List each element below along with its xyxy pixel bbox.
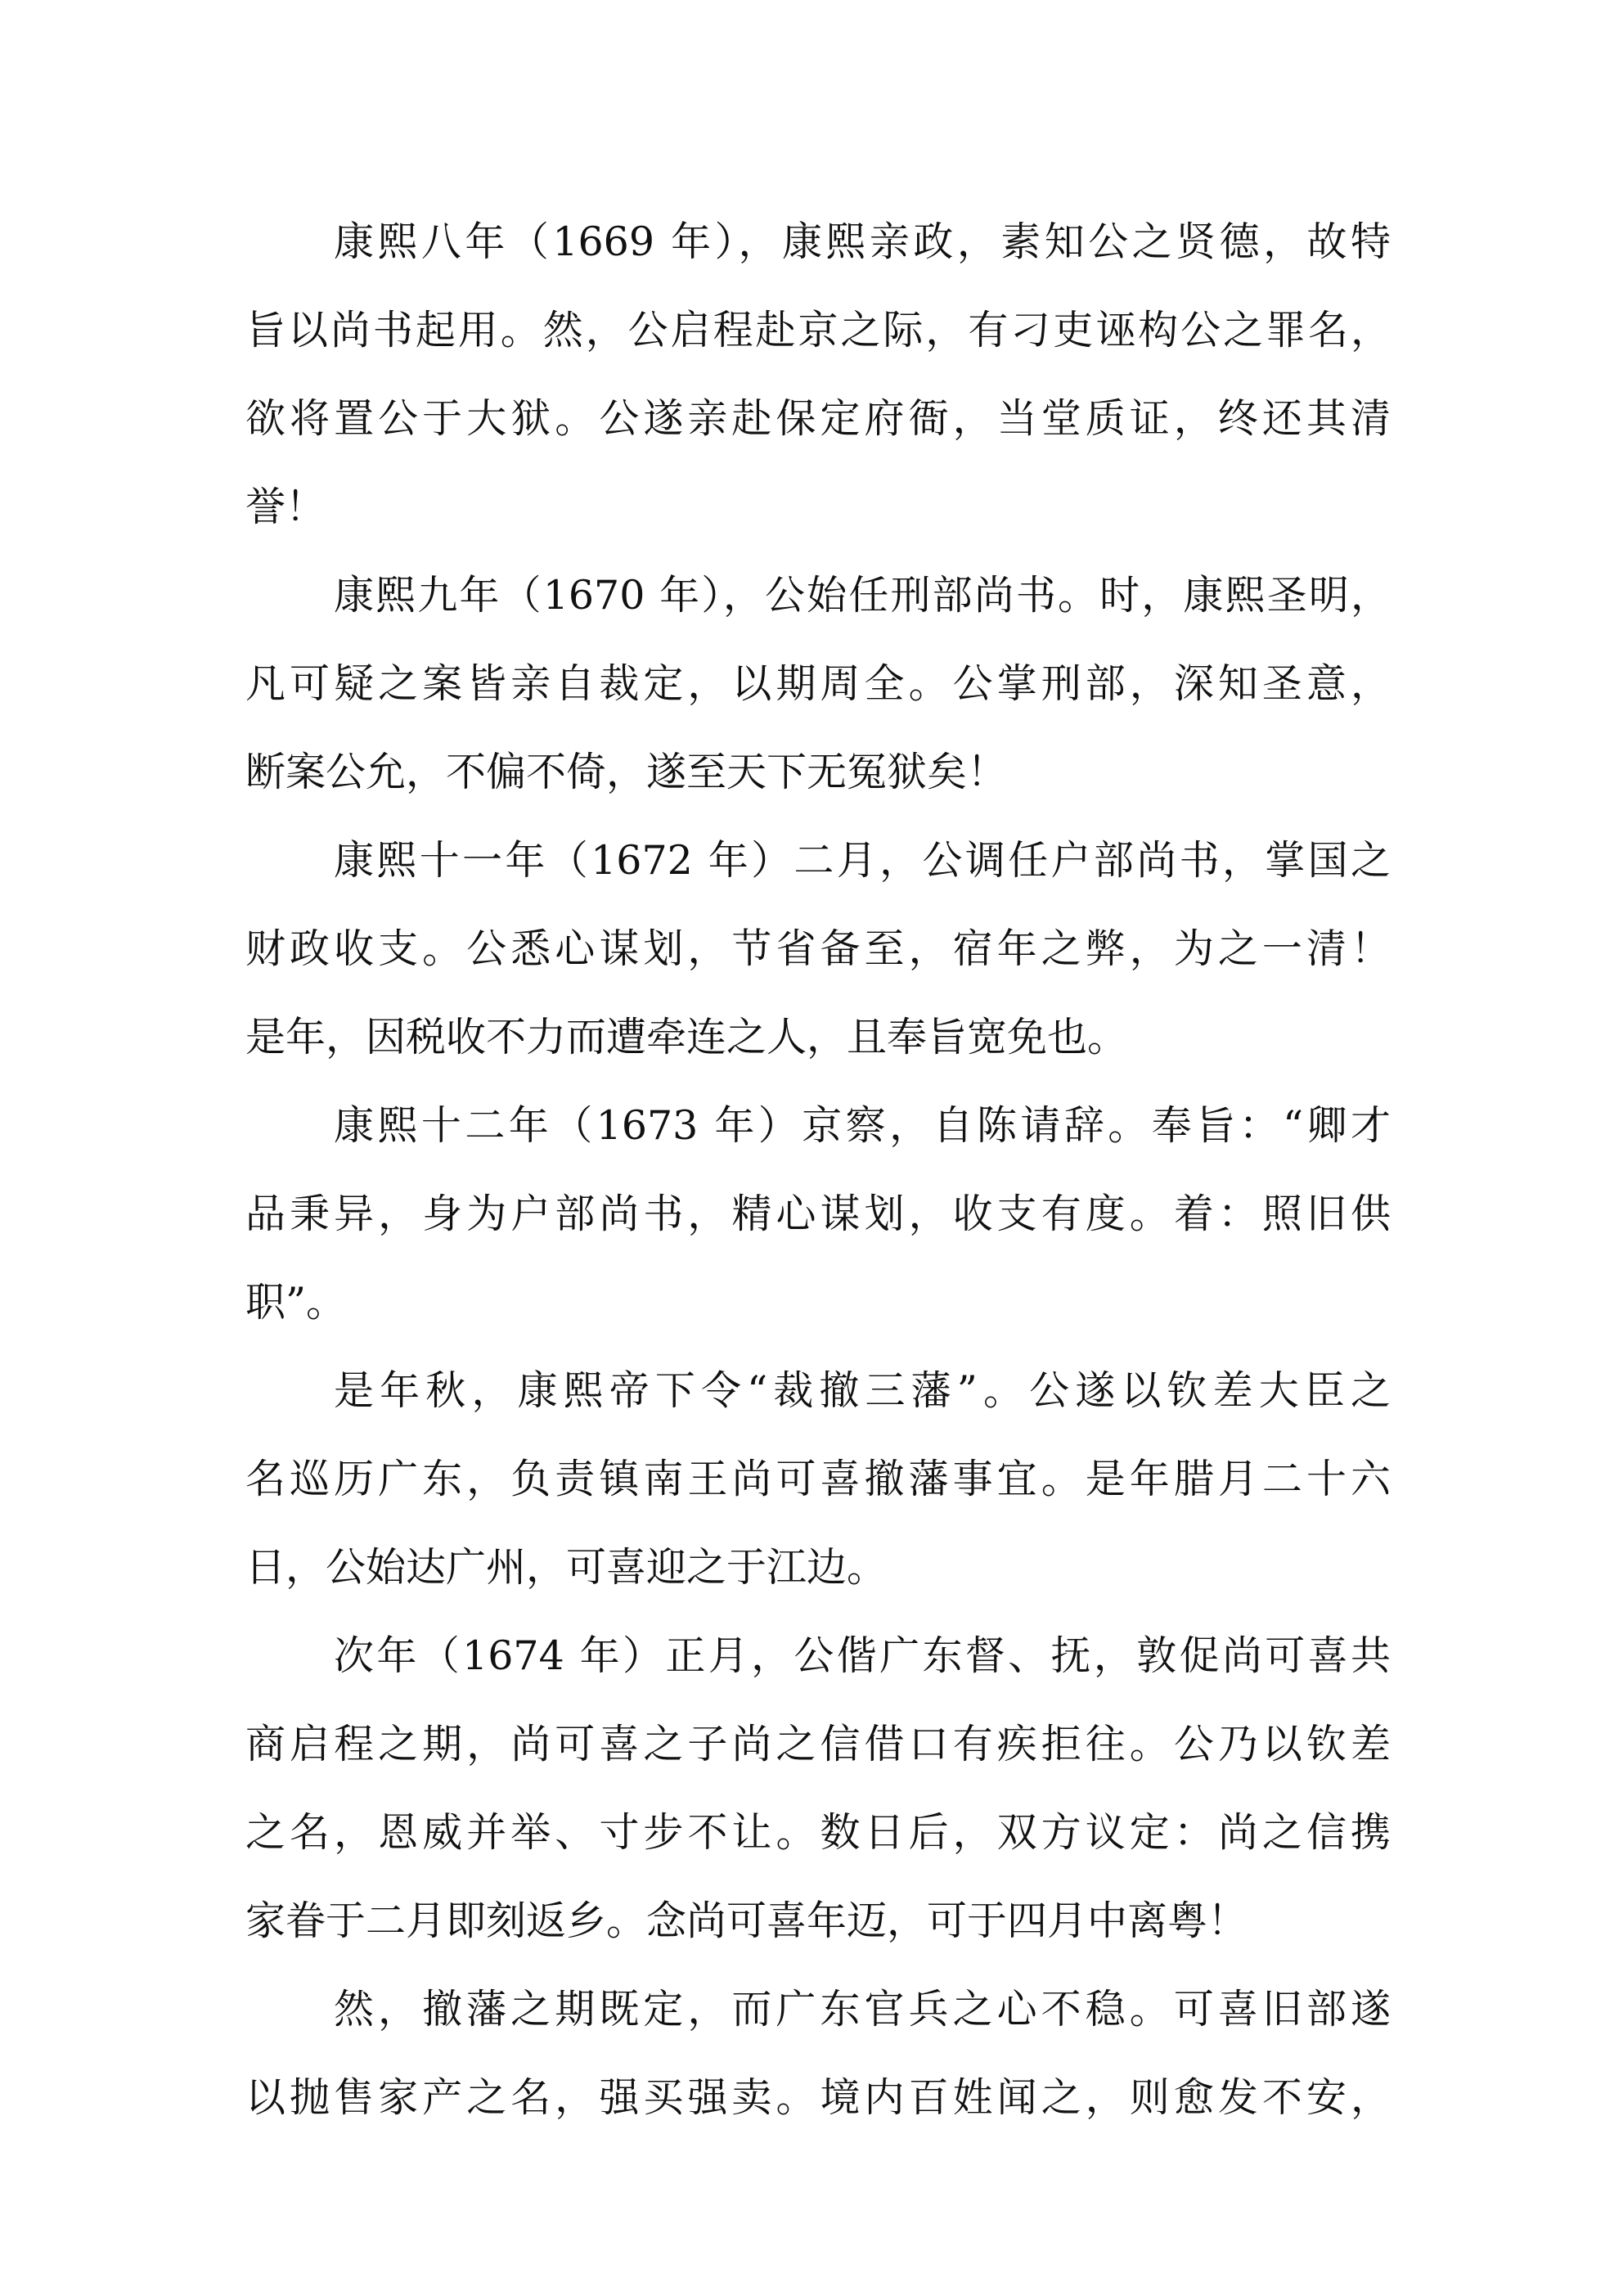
text-line: 商启程之期，尚可喜之子尚之信借口有疾拒往。公乃以钦差 (245, 1721, 1391, 1767)
text-line: 然，撤藩之期既定，而广东官兵之心不稳。可喜旧部遂 (334, 1986, 1391, 2033)
text-line: 财政收支。公悉心谋划，节省备至，宿年之弊，为之一清！ (245, 925, 1391, 972)
text-line: 誉！ (245, 484, 326, 530)
text-line: 家眷于二月即刻返乡。念尚可喜年迈，可于四月中离粤！ (245, 1898, 1248, 1944)
paragraph (245, 1612, 1391, 1965)
text-line: 旨以尚书起用。然，公启程赴京之际，有刁吏诬构公之罪名， (245, 307, 1391, 353)
text-line: 断案公允，不偏不倚，遂至天下无冤狱矣！ (245, 749, 1008, 795)
paragraph (245, 817, 1391, 1082)
paragraph (245, 1082, 1391, 1347)
text-line: 是年秋，康熙帝下令“裁撤三藩”。公遂以钦差大臣之 (334, 1367, 1391, 1414)
paragraph (245, 551, 1391, 817)
paragraph (245, 1347, 1391, 1612)
text-line: 名巡历广东，负责镇南王尚可喜撤藩事宜。是年腊月二十六 (245, 1456, 1391, 1502)
text-line: 凡可疑之案皆亲自裁定，以期周全。公掌刑部，深知圣意， (245, 660, 1391, 707)
paragraph (245, 1965, 1391, 2142)
text-line: 康熙十二年（1673 年）京察，自陈请辞。奉旨：“卿才 (334, 1102, 1391, 1149)
text-line: 康熙九年（1670 年），公始任刑部尚书。时，康熙圣明， (334, 572, 1391, 619)
text-line: 日，公始达广州，可喜迎之于江边。 (245, 1544, 888, 1591)
text-line: 是年，因税收不力而遭牵连之人，且奉旨宽免也。 (245, 1014, 1128, 1060)
text-line: 品秉异，身为户部尚书，精心谋划，收支有度。着：照旧供 (245, 1191, 1391, 1237)
document-body (245, 198, 1391, 2142)
text-line: 职”。 (245, 1279, 347, 1326)
text-line: 康熙十一年（1672 年）二月，公调任户部尚书，掌国之 (334, 837, 1391, 884)
text-line: 之名，恩威并举、寸步不让。数日后，双方议定：尚之信携 (245, 1809, 1391, 1856)
paragraph (245, 198, 1391, 551)
text-line: 以抛售家产之名，强买强卖。境内百姓闻之，则愈发不安， (245, 2074, 1391, 2121)
text-line: 欲将置公于大狱。公遂亲赴保定府衙，当堂质证，终还其清 (245, 395, 1391, 442)
text-line: 次年（1674 年）正月，公偕广东督、抚，敦促尚可喜共 (334, 1632, 1391, 1679)
text-line: 康熙八年（1669 年），康熙亲政，素知公之贤德，故特 (334, 218, 1391, 265)
